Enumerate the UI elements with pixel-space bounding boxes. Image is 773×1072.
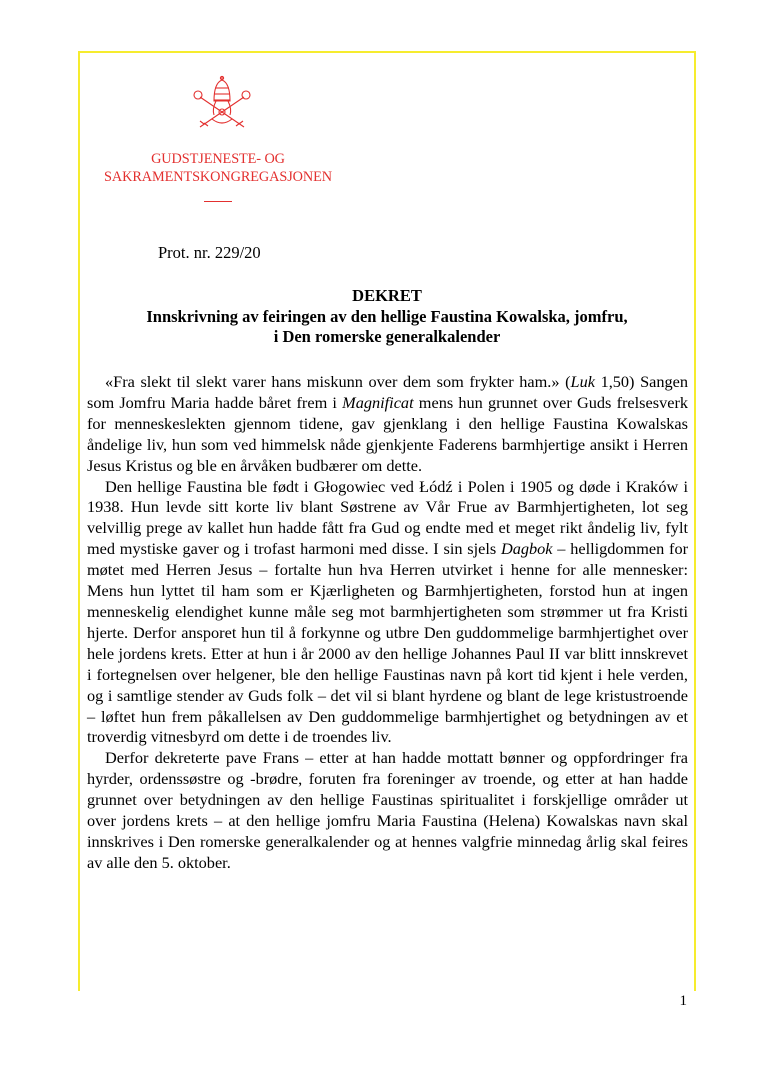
paragraph-1-text-c: mens hun grunnet over Guds frelsesverk for menneskeslekten gjennom tidene, gav gjenklang i den hellige Faustina Kowalskas åndelige liv, hun som ved himmelsk nåde gjenkjente Faderens barmhjertige ansikt i Herren Jesus Kristus og ble en årvåken budbærer om dette. <box>87 392 689 475</box>
paragraph-1-text-b: 1,50) Sangen som Jomfru Maria hadde båret frem i <box>87 372 689 412</box>
divider <box>204 201 232 202</box>
decree-body <box>87 372 688 874</box>
scripture-reference: Luk <box>570 372 595 391</box>
papal-coat-of-arms-icon <box>190 75 254 133</box>
decree-subtitle-line2: i Den romerske generalkalender <box>273 327 501 346</box>
decree-title: DEKRET <box>352 286 422 305</box>
diary-title: Dagbok <box>500 539 553 559</box>
decree-subtitle-line1: Innskrivning av feiringen av den hellige Faustina Kowalska, jomfru, <box>146 307 628 326</box>
paragraph-2 <box>87 477 688 749</box>
paragraph-3: Derfor dekreterte pave Frans – etter at han hadde mottatt bønner og oppfordringer fra hyrder, ordenssøstre og -brødre, foruten fra foreninger av troende, og etter at han hadde grunnet over betydningen av den hellige Faustinas spiritualitet i forskjellige områder ut over jordens krets – at den hellige jomfru Maria Faustina (Helena) Kowalskas navn skal innskrives i Den romerske generalkalender og at hennes valgfrie minnedag årlig skal feires av alle den 5. oktober. <box>87 748 688 872</box>
paragraph-1-text-a: «Fra slekt til slekt varer hans miskunn over dem som frykter ham.» ( <box>105 372 571 391</box>
paragraph-2-text-b: – helligdommen for møtet med Herren Jesus – fortalte hun hva Herren utvirket i henne for alle mennesker: Mens hun lyttet til ham som er Kjærligheten og Barmhjertigheten, forstod hun at ingen menneskelig elendighet kunne måle seg mot barmhjertigheten som strømmer ut fra Kristi hjerte. Derfor ansporet hun til å forkynne og utbre Den guddommelige barmhjertighet over hele jordens krets. Etter at hun i år 2000 av den hellige Johannes Paul II var blitt innskrevet i fortegnelsen over helgener, ble den hellige Faustinas navn på kort tid kjent i hele verden, og i samtlige stender av Guds folk – det vil si blant hyrdene og blant de lege kristustroende – løftet hun frem påkallelsen av Den guddommelige barmhjertighet og betydningen av et troverdig vitnesbyrd om dette i de troendes liv. <box>87 539 689 747</box>
congregation-name <box>87 150 349 186</box>
page-number: 1 <box>679 993 687 1009</box>
congregation-name-line1: GUDSTJENESTE- OG <box>151 151 285 167</box>
paragraph-2-text-a: Den hellige Faustina ble født i Głogowiec ved Łódź i Polen i 1905 og døde i Kraków i 1938. Hun levde sitt korte liv blant Søstrene av Vår Frue av Barmhjertigheten, lot seg velvillig prege av kallet hun hadde fått fra Gud og endte med et meget rikt åndelig liv, fylt med mystiske gaver og i trofast harmoni med disse. I sin sjels <box>87 476 688 559</box>
paragraph-1 <box>87 372 688 477</box>
magnificat-title: Magnificat <box>342 392 414 412</box>
protocol-number: Prot. nr. 229/20 <box>158 243 261 262</box>
congregation-name-line2: SAKRAMENTSKONGREGASJONEN <box>104 169 332 185</box>
